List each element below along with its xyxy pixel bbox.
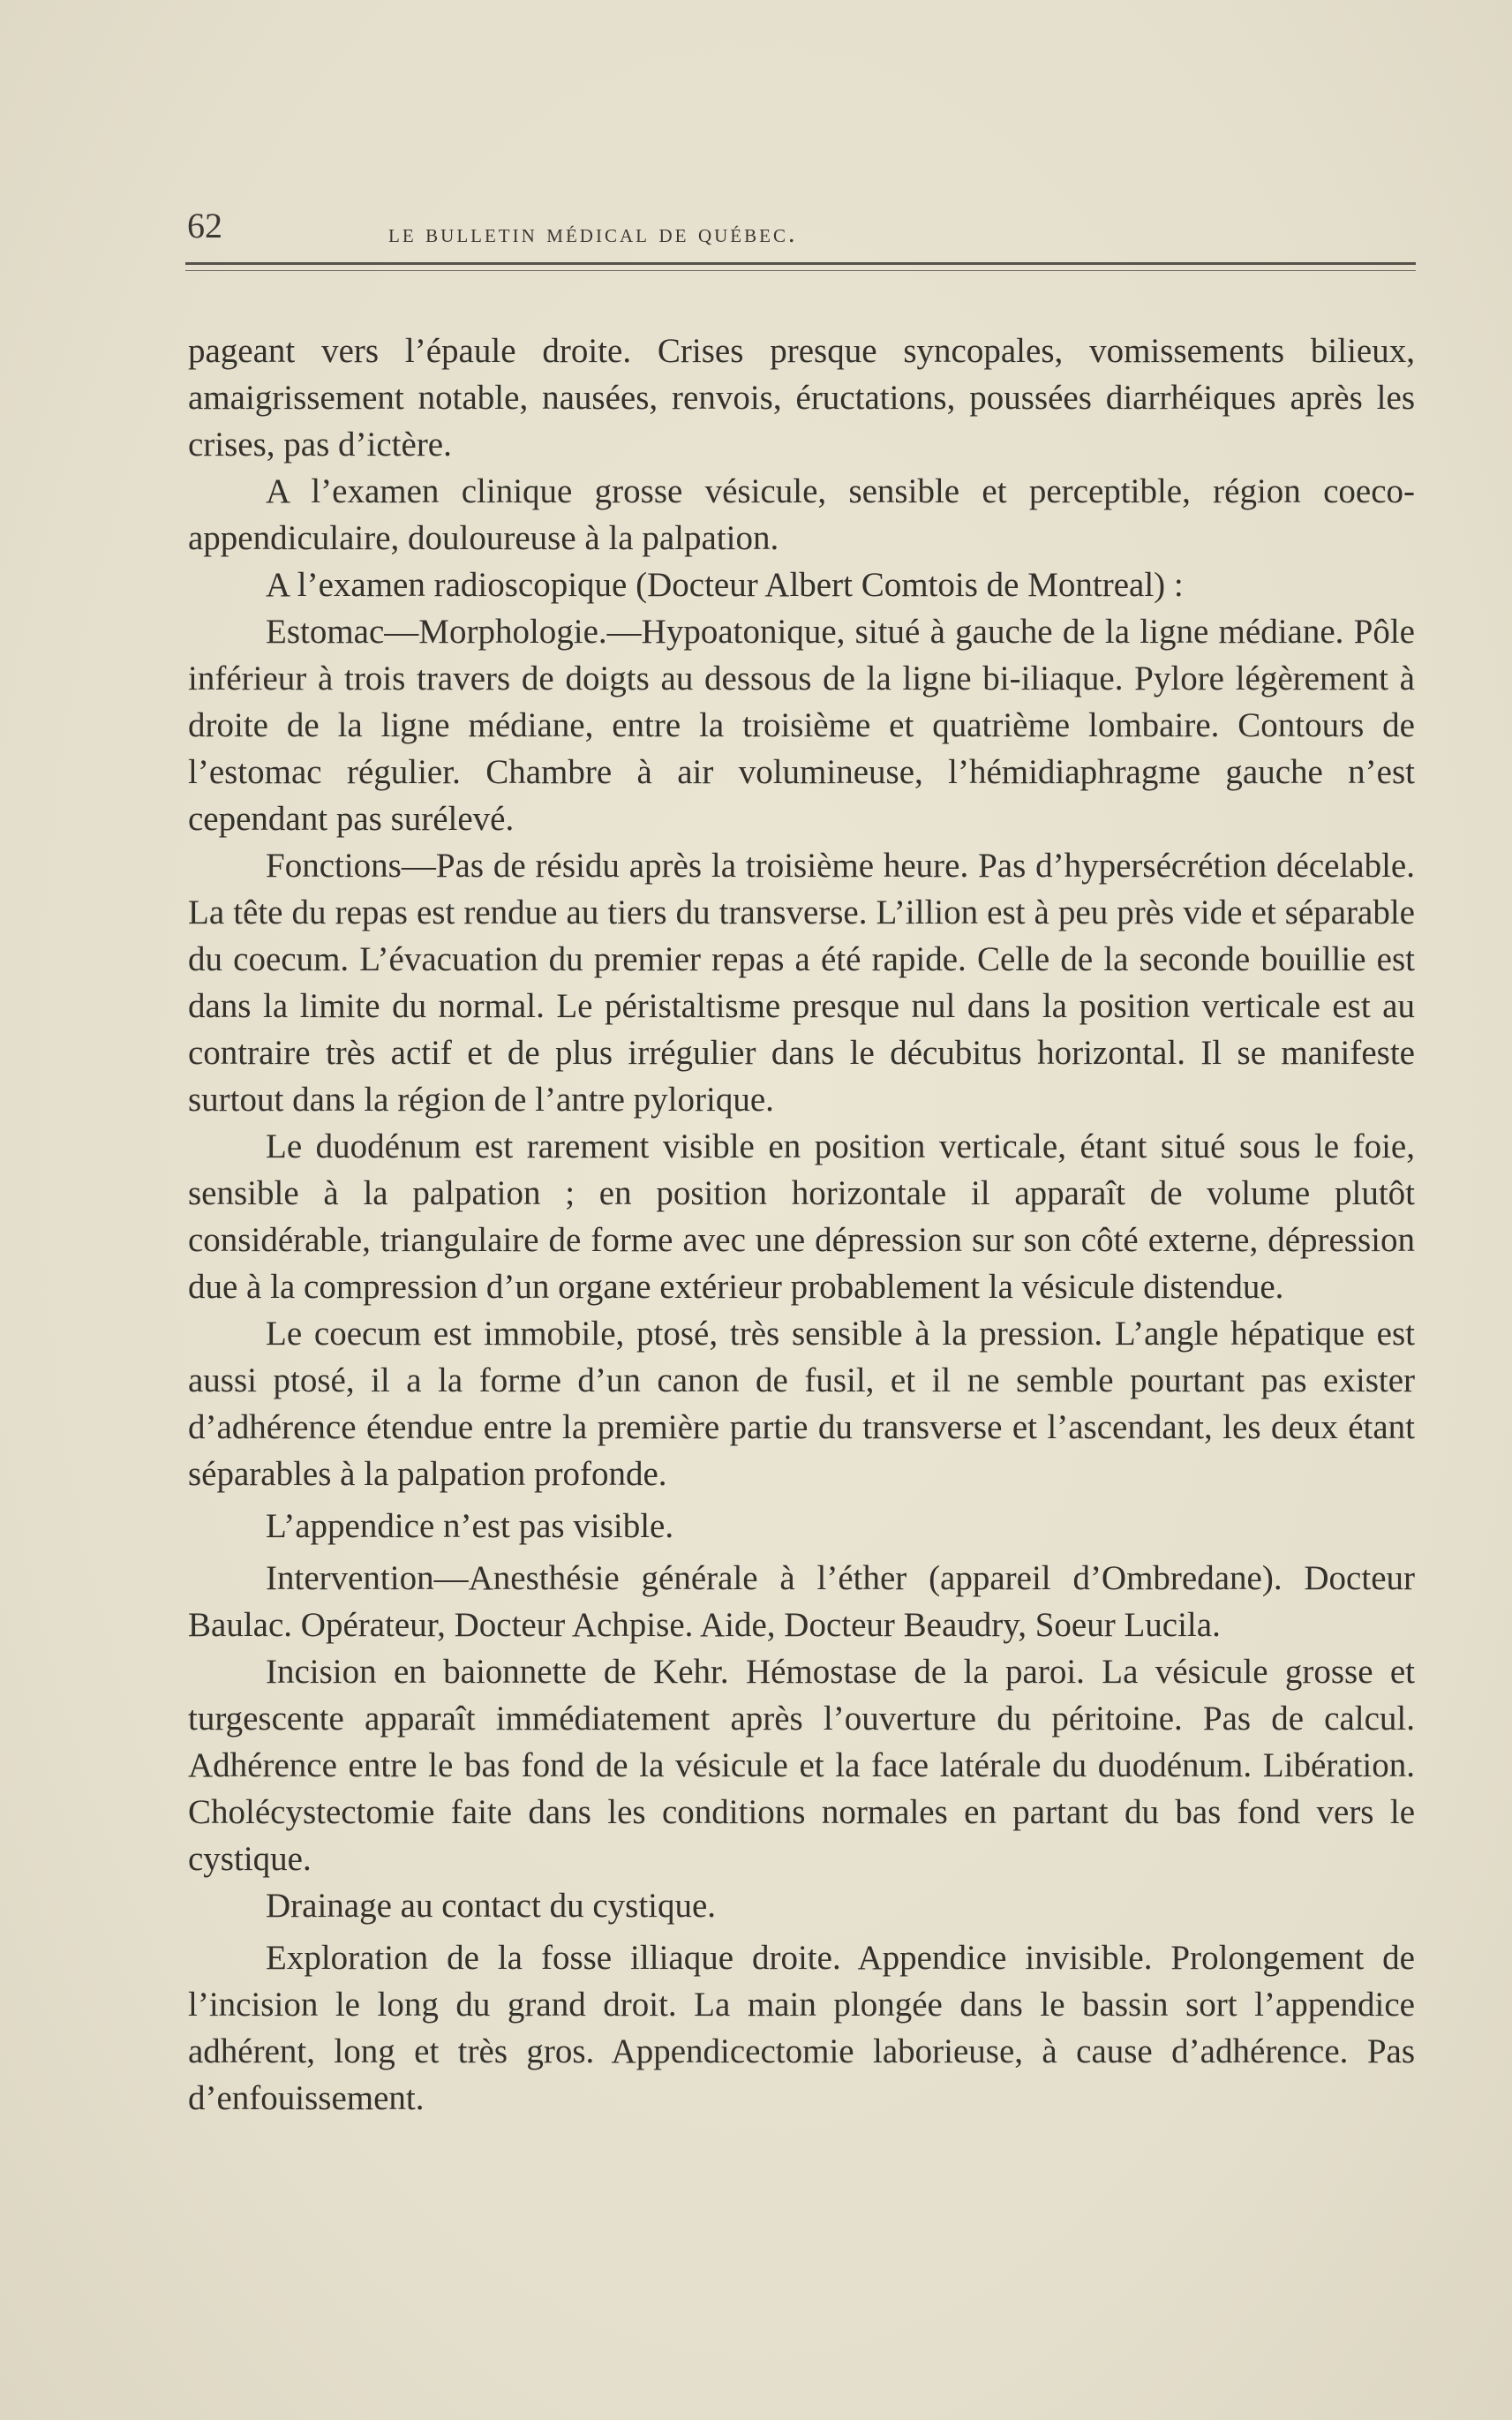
paragraph: Fonctions—Pas de résidu après la troisième heure. Pas d’hypersécrétion décelable. La tête du repas est rendue au tiers du transverse. L’illion est à peu près vide et séparable du coecum. L’évacuation du premier repas a été rapide. Celle de la seconde bouillie est dans la limite du normal. Le péristaltisme presque nul dans la position verticale est au contraire très actif et de plus irrégulier dans le décubitus horizontal. Il se manifeste surtout dans la région de l’antre pylorique. — [188, 847, 1415, 1119]
paragraph: Le coecum est immobile, ptosé, très sensible à la pression. L’angle hépatique est aussi ptosé, il a la forme d’un canon de fusil, et il ne semble pourtant pas exister d’adhérence étendue entre la première partie du transverse et l’ascendant, les deux étant séparables à la palpation profonde. — [188, 1315, 1415, 1493]
paragraph: Le duodénum est rarement visible en position verticale, étant situé sous le foie, sensible à la palpation ; en position horizontale il apparaît de volume plutôt considérable, triangulaire de forme avec une dépression sur son côté externe, dépression due à la compression d’un organe extérieur probablement la vésicule distendue. — [188, 1127, 1415, 1306]
paragraph: L’appendice n’est pas visible. — [266, 1507, 674, 1545]
header-rule-thin — [185, 270, 1416, 271]
header-rule — [185, 262, 1416, 265]
paragraph: Exploration de la fosse illiaque droite. Appendice invisible. Prolongement de l’incision le long du grand droit. La main plongée dans le bassin sort l’appendice adhérent, long et très gros. Appendicectomie laborieuse, à cause d’adhérence. Pas d’enfouissement. — [188, 1939, 1415, 2117]
paragraph: Estomac—Morphologie.—Hypoatonique, situé à gauche de la ligne médiane. Pôle inférieur à trois travers de doigts au dessous de la ligne bi-iliaque. Pylore légèrement à droite de la ligne médiane, entre la troisième et quatrième lombaire. Contours de l’estomac régulier. Chambre à air volumineuse, l’hémidiaphragme gauche n’est cependant pas surélevé. — [188, 613, 1415, 838]
paragraph: Incision en baionnette de Kehr. Hémostase de la paroi. La vésicule grosse et turgescente apparaît immédiatement après l’ouverture du péritoine. Pas de calcul. Adhérence entre le bas fond de la vésicule et la face latérale du duodénum. Libération. Cholécystectomie faite dans les conditions normales en partant du bas fond vers le cystique. — [188, 1653, 1415, 1878]
page-number: 62 — [187, 206, 222, 245]
paragraph: Drainage au contact du cystique. — [266, 1887, 717, 1925]
paragraph: A l’examen radioscopique (Docteur Albert Comtois de Montreal) : — [266, 566, 1184, 604]
body-text — [188, 328, 1415, 2122]
paragraph: Intervention—Anesthésie générale à l’éther (appareil d’Ombredane). Docteur Baulac. Opérateur, Docteur Achpise. Aide, Docteur Beaudry, Soeur Lucila. — [188, 1559, 1415, 1644]
paragraph: A l’examen clinique grosse vésicule, sensible et perceptible, région coeco-appendiculaire, douloureuse à la palpation. — [188, 472, 1415, 557]
running-title: le bulletin médical de québec. — [388, 219, 798, 248]
paragraph: pageant vers l’épaule droite. Crises presque syncopales, vomissements bilieux, amaigrissement notable, nausées, renvois, éructations, poussées diarrhéiques après les crises, pas d’ictère. — [188, 332, 1415, 464]
